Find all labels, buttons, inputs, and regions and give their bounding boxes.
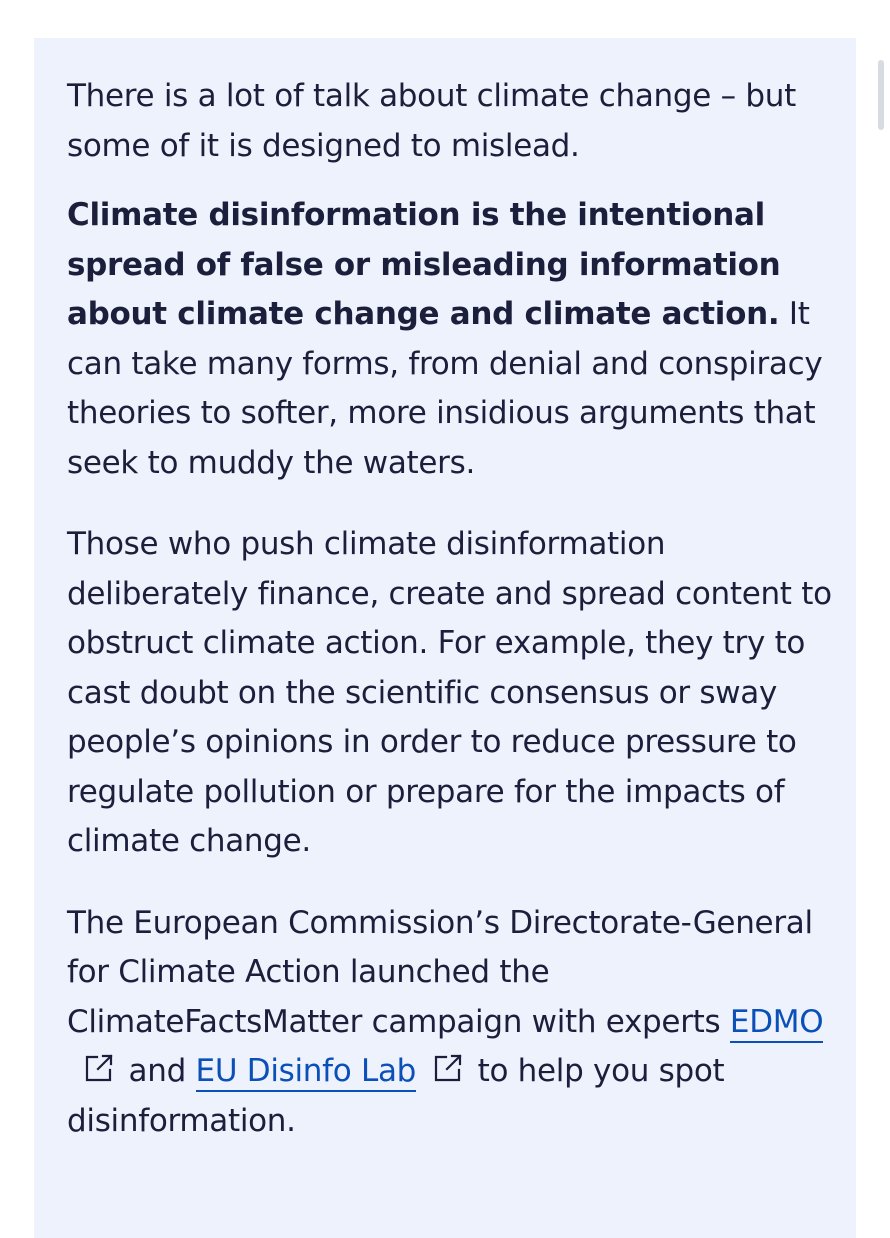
external-link-icon[interactable]	[83, 1052, 115, 1084]
campaign-paragraph	[67, 899, 836, 1147]
eu-disinfo-lab-link[interactable]: EU Disinfo Lab	[196, 1053, 417, 1092]
definition-bold-text: Climate disinformation is the intentional spread of false or misleading information about climate change and climate action.	[67, 197, 781, 332]
motives-paragraph: Those who push climate disinformation deliberately finance, create and spread content to obstruct climate action. For example, they try to cast doubt on the scientific consensus or sway people’s opinions in order to reduce pressure to regulate pollution or prepare for the impacts of climate change.	[67, 526, 832, 859]
campaign-text-end: to help you spot disinformation.	[67, 1053, 725, 1139]
definition-text: It can take many forms, from denial and conspiracy theories to softer, more insidious arguments that seek to muddy the waters.	[67, 296, 823, 481]
scrollbar-thumb[interactable]	[878, 60, 884, 130]
article-card	[34, 38, 856, 1238]
edmo-link[interactable]: EDMO	[730, 1004, 823, 1043]
campaign-text-and: and	[119, 1053, 196, 1089]
intro-paragraph: There is a lot of talk about climate change – but some of it is designed to mislead.	[67, 78, 796, 164]
campaign-text-start: The European Commission’s Directorate-General for Climate Action launched the ClimateFactsMatter campaign with experts	[67, 904, 813, 1040]
external-link-icon[interactable]	[432, 1052, 464, 1084]
definition-paragraph	[67, 191, 836, 488]
